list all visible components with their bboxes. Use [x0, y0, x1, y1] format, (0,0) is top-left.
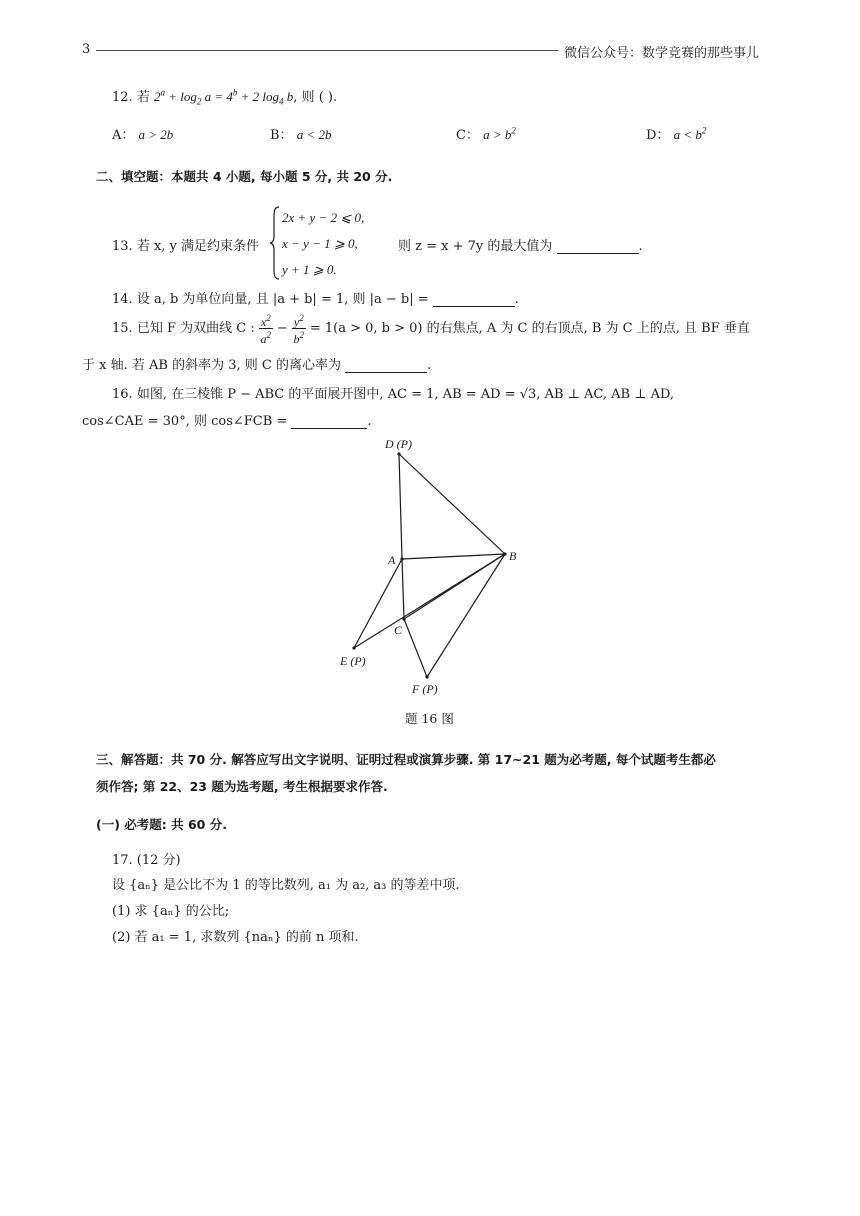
q15-prefix: 已知 F 为双曲线 C : — [136, 321, 255, 336]
option-letter: B： — [270, 128, 293, 143]
edge-DB — [399, 454, 505, 554]
label-A: A — [388, 553, 396, 567]
q13-end: . — [638, 239, 643, 254]
q16-line-2 — [82, 410, 372, 429]
q13-answer-blank[interactable] — [557, 239, 639, 254]
q13-suffix-text: 则 z = x + 7y 的最大值为 — [398, 239, 553, 254]
q16-line-1 — [112, 383, 674, 402]
page-number: 3 — [82, 42, 91, 57]
point-D — [397, 452, 400, 455]
q14-end: . — [514, 292, 519, 307]
option-expr: $a > b^2$ — [483, 125, 516, 142]
section2-title: 二、填空题：本题共 4 小题, 每小题 5 分, 共 20 分. — [96, 169, 393, 184]
header-rule — [96, 50, 558, 51]
label-D: D (P) — [385, 437, 412, 451]
q15-frac-y: $\frac{y^2}{b^2}$ — [293, 313, 305, 346]
q13-constraint-3: y + 1 ⩾ 0. — [282, 262, 337, 277]
q13-number: 13. — [112, 239, 133, 254]
q15-suffix: = 1(a > 0, b > 0) 的右焦点, A 为 C 的右顶点, B 为 C 上的点, 且 BF 垂直 — [309, 321, 750, 336]
point-E — [352, 646, 355, 649]
edge-DA — [399, 454, 402, 559]
point-C — [402, 617, 405, 620]
edge-CB — [404, 554, 505, 619]
edge-AC — [402, 559, 404, 619]
q16-caption: 题 16 图 — [405, 711, 454, 726]
q13-prefix-text: 若 x, y 满足约束条件 — [136, 239, 260, 254]
q12-option-a — [112, 124, 173, 143]
q12-equation: $2^a + \log_2 a = 4^b + 2$ $\log_4 b$ — [153, 87, 294, 107]
q13-constraint-2: x − y − 1 ⩾ 0, — [282, 236, 358, 251]
q16-line1-text: 如图, 在三棱锥 P − ABC 的平面展开图中, AC = 1, AB = AD = √3, AB ⊥ AC, AB ⊥ AD, — [136, 387, 675, 402]
q15-answer-blank[interactable] — [345, 358, 427, 373]
q15-line-2 — [82, 354, 431, 373]
q17-part-1: (1) 求 {aₙ} 的公比; — [112, 904, 230, 919]
option-expr: a < 2b — [296, 127, 332, 142]
option-letter: A： — [112, 128, 135, 143]
point-A — [400, 557, 403, 560]
section3-line-1: 三、解答题：共 70 分. 解答应写出文字说明、证明过程或演算步骤. 第 17∼21 题为必考题, 每个试题考生都必 — [96, 752, 716, 767]
q15-end: . — [427, 358, 432, 373]
option-letter: D： — [646, 128, 670, 143]
q12-option-d — [646, 124, 706, 143]
q12-option-b — [270, 124, 331, 143]
point-B — [503, 552, 506, 555]
q12-stem-prefix: 若 — [136, 90, 150, 105]
q14-answer-blank[interactable] — [433, 292, 515, 307]
option-expr: $a < b^2$ — [673, 125, 707, 142]
option-letter: C： — [456, 128, 479, 143]
edge-FB — [427, 554, 505, 677]
q16-line2-text: cos∠CAE = 30°, 则 cos∠FCB = — [82, 414, 288, 429]
q12-option-c — [456, 124, 516, 143]
edge-CF — [404, 619, 427, 677]
q12-stem — [112, 86, 337, 107]
option-expr: a > 2b — [138, 127, 174, 142]
q13-left-brace — [270, 206, 280, 280]
q15-line-1: 15. 已知 F 为双曲线 C : $\frac{x^2}{a^2}$ − $\frac{y^2}{b^2}$ = 1(a > 0, b > 0) 的右焦点, A 为 C 的右顶点, B 为 C 上的点, 且 BF 垂直 — [112, 313, 750, 346]
q13-stem-prefix — [112, 235, 259, 254]
q15-line2-text: 于 x 轴. 若 AB 的斜率为 3, 则 C 的离心率为 — [82, 358, 341, 373]
q12-stem-suffix: , 则 ( ). — [293, 90, 338, 105]
edge-AB — [402, 554, 505, 559]
q17-part-2: (2) 若 a₁ = 1, 求数列 {naₙ} 的前 n 项和. — [112, 930, 359, 945]
q14-text: 设 a, b 为单位向量, 且 |a + b| = 1, 则 |a − b| = — [136, 292, 429, 307]
q17-header: 17. (12 分) — [112, 853, 181, 868]
part1-title: (一) 必考题: 共 60 分. — [96, 817, 227, 832]
q15-frac-x: $\frac{x^2}{a^2}$ — [260, 313, 272, 346]
q17-stem: 设 {aₙ} 是公比不为 1 的等比数列, a₁ 为 a₂, a₃ 的等差中项. — [112, 878, 460, 893]
q13-constraint-1: 2x + y − 2 ⩽ 0, — [282, 210, 365, 225]
label-C: C — [394, 623, 403, 637]
header-source: 微信公众号：数学竞赛的那些事儿 — [564, 46, 760, 61]
label-E: E (P) — [340, 654, 366, 668]
q16-figure — [330, 434, 540, 704]
point-F — [425, 675, 428, 678]
section3-line-2: 须作答; 第 22、23 题为选考题, 考生根据要求作答. — [96, 779, 388, 794]
q16-number: 16. — [112, 387, 133, 402]
q14-stem — [112, 288, 519, 307]
label-F: F (P) — [412, 682, 438, 696]
q15-number: 15. — [112, 321, 133, 336]
q13-stem-suffix — [398, 235, 643, 254]
label-B: B — [509, 549, 517, 563]
q12-number: 12. — [112, 90, 133, 105]
q16-end: . — [367, 414, 372, 429]
q14-number: 14. — [112, 292, 133, 307]
q16-answer-blank[interactable] — [291, 414, 367, 429]
